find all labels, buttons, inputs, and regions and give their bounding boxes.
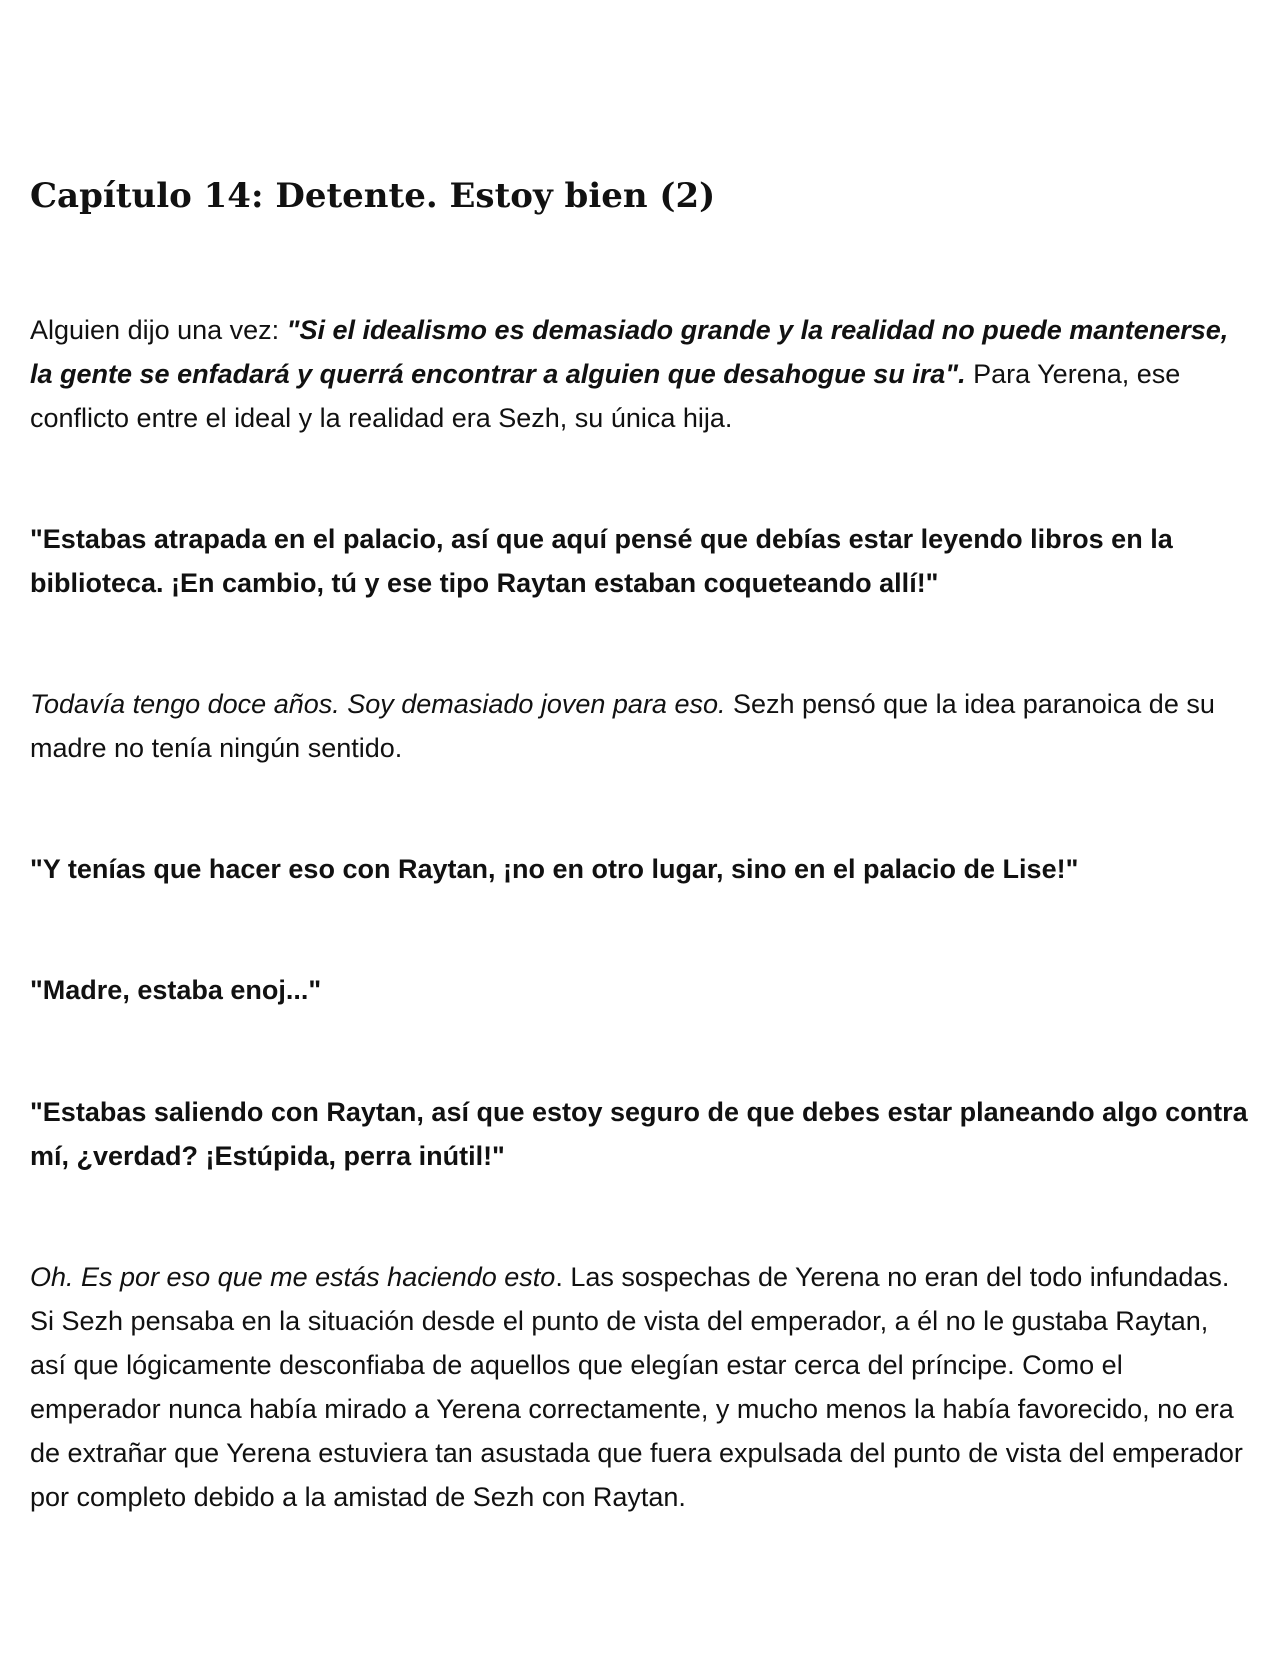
paragraph-suspicions: [30, 1255, 1250, 1519]
dialogue-sezh-reply: "Madre, estaba enoj...": [30, 975, 322, 1005]
paragraph-intro-quote: "Si el idealismo es demasiado grande y la realidad no puede mantenerse, la gente se enfadará y querrá encontrar a alguien que desahogue su ira".: [30, 315, 1229, 389]
paragraph-sezh-thought-rest: Sezh pensó que la idea paranoica de su madre no tenía ningún sentido.: [30, 689, 1215, 763]
paragraph-suspicions-rest: . Las sospechas de Yerena no eran del todo infundadas. Si Sezh pensaba en la situación desde el punto de vista del emperador, a él no le gustaba Raytan, así que lógicamente desconfiaba de aquellos que elegían estar cerca del príncipe. Como el emperador nunca había mirado a Yerena correctamente, y mucho menos la había favorecido, no era de extrañar que Yerena estuviera tan asustada que fuera expulsada del punto de vista del emperador por completo debido a la amistad de Sezh con Raytan.: [30, 1262, 1243, 1512]
suspicions-thought-text: Oh. Es por eso que me estás haciendo esto: [30, 1262, 556, 1292]
dialogue-yerena-lise-palace: "Y tenías que hacer eso con Raytan, ¡no en otro lugar, sino en el palacio de Lise!": [30, 854, 1079, 884]
paragraph-intro: [30, 308, 1250, 440]
paragraph-intro-rest: Para Yerena, ese conflicto entre el ideal y la realidad era Sezh, su única hija.: [30, 359, 1181, 433]
dialogue-yerena-accusation: "Estabas saliendo con Raytan, así que estoy seguro de que debes estar planeando algo contra mí, ¿verdad? ¡Estúpida, perra inútil!": [30, 1097, 1248, 1171]
sezh-thought-text: Todavía tengo doce años. Soy demasiado joven para eso.: [30, 689, 726, 719]
paragraph-sezh-thought: [30, 682, 1250, 770]
chapter-title: Capítulo 14: Detente. Estoy bien (2): [30, 176, 716, 216]
paragraph-intro-lead: Alguien dijo una vez:: [30, 315, 287, 345]
dialogue-yerena-library: "Estabas atrapada en el palacio, así que aquí pensé que debías estar leyendo libros en la biblioteca. ¡En cambio, tú y ese tipo Raytan estaban coqueteando allí!": [30, 524, 1173, 598]
